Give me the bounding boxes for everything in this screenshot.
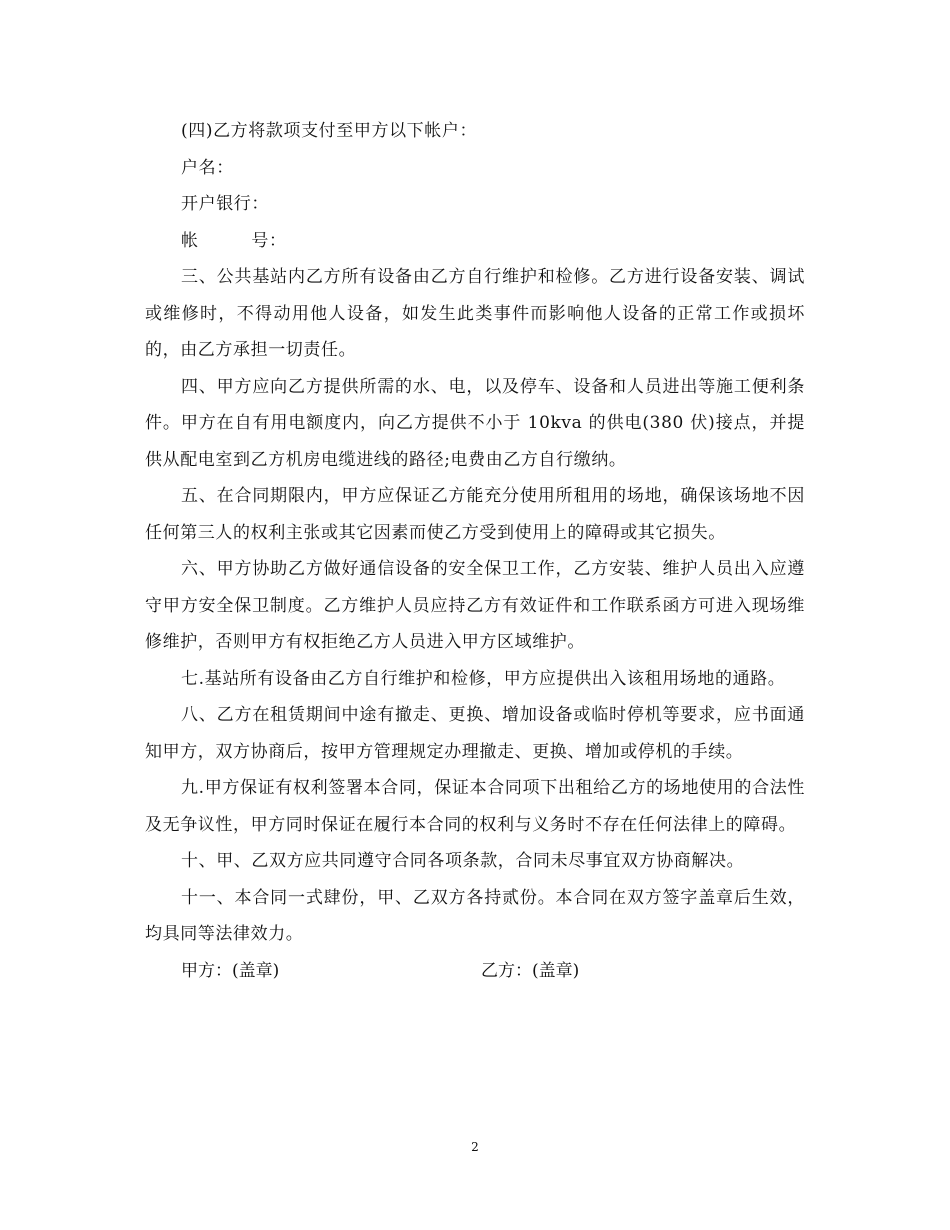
bank-line: 开户银行： [181,194,269,214]
clause-8: 八、乙方在租赁期间中途有撤走、更换、增加设备或临时停机等要求，应书面通知甲方，双方协商后，按甲方管理规定办理撤走、更换、增加或停机的手续。 [145,705,805,762]
payment-account-heading: (四)乙方将款项支付至甲方以下帐户： [181,121,478,141]
document-body [145,113,805,989]
account-name-line: 户名： [181,157,234,178]
clause-11: 十一、本合同一式肆份，甲、乙双方各持贰份。本合同在双方签字盖章后生效，均具同等法律效力。 [145,887,805,944]
clause-6: 六、甲方协助乙方做好通信设备的安全保卫工作，乙方安装、维护人员出入应遵守甲方安全保卫制度。乙方维护人员应持乙方有效证件和工作联系函方可进入现场维修维护，否则甲方有权拒绝乙方人员进入甲方区域维护。 [145,559,805,652]
clause-5: 五、在合同期限内，甲方应保证乙方能充分使用所租用的场地，确保该场地不因任何第三人的权利主张或其它因素而使乙方受到使用上的障碍或其它损失。 [145,486,805,543]
clause-3: 三、公共基站内乙方所有设备由乙方自行维护和检修。乙方进行设备安装、调试或维修时，不得动用他人设备，如发生此类事件而影响他人设备的正常工作或损坏的，由乙方承担一切责任。 [145,267,805,360]
clause-4: 四、甲方应向乙方提供所需的水、电，以及停车、设备和人员进出等施工便利条件。甲方在自有用电额度内，向乙方提供不小于 10kva 的供电(380 伏)接点，并提供从配电室到乙方机房电缆进线的路径;电费由乙方自行缴纳。 [145,376,805,470]
account-number-line: 帐 号： [181,230,287,251]
clause-9: 九.甲方保证有权利签署本合同，保证本合同项下出租给乙方的场地使用的合法性及无争议性，甲方同时保证在履行本合同的权利与义务时不存在任何法律上的障碍。 [145,778,805,835]
party-a-signature: 甲方：(盖章) [181,960,280,981]
clause-10: 十、甲、乙双方应共同遵守合同各项条款，合同未尽事宜双方协商解决。 [181,851,745,871]
party-b-signature: 乙方：(盖章) [481,960,580,981]
page-number: 2 [471,1140,479,1154]
clause-7: 七.基站所有设备由乙方自行维护和检修，甲方应提供出入该租用场地的通路。 [181,668,786,689]
signature-row [145,953,805,990]
